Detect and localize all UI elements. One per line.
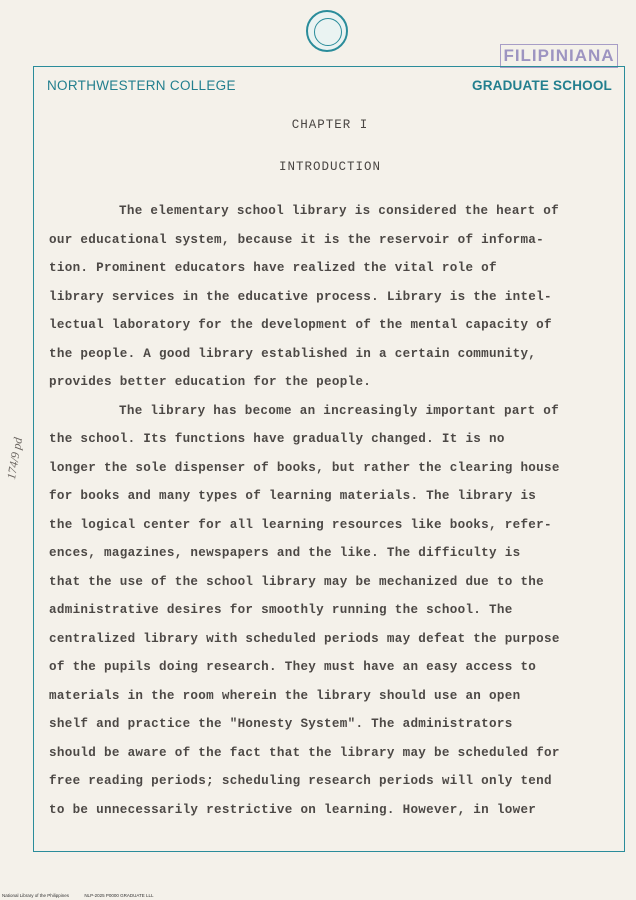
chapter-label: CHAPTER I xyxy=(291,118,369,132)
body-line: provides better education for the people. xyxy=(49,375,372,389)
body-line: ences, magazines, newspapers and the like. The difficulty is xyxy=(49,546,521,560)
body-line: of the pupils doing research. They must have an easy access to xyxy=(49,660,537,674)
body-line: to be unnecessarily restrictive on learning. However, in lower xyxy=(49,802,537,817)
header-college-name: NORTHWESTERN COLLEGE xyxy=(47,78,236,93)
body-line: free reading periods; scheduling research periods will only tend xyxy=(49,774,552,788)
handwritten-margin-note: 174/9 pd xyxy=(4,436,26,481)
body-line: for books and many types of learning materials. The library is xyxy=(49,489,537,503)
chapter-title: INTRODUCTION xyxy=(278,160,381,174)
footer-library-name: National Library of the Philippines xyxy=(2,893,70,898)
footer-record-id: NLP-2025 P0000 GRADUATE LLL xyxy=(84,893,154,898)
body-line: the people. A good library established in a certain community, xyxy=(49,346,537,361)
body-line: tion. Prominent educators have realized the vital role of xyxy=(49,261,497,275)
body-line: that the use of the school library may be mechanized due to the xyxy=(49,574,545,589)
body-line: materials in the room wherein the library should use an open xyxy=(49,688,521,703)
body-line: The library has become an increasingly important part of xyxy=(119,403,560,418)
body-line: The elementary school library is considered the heart of xyxy=(119,204,560,218)
body-line: the logical center for all learning resources like books, refer- xyxy=(49,517,552,532)
filipiniana-stamp: FILIPINIANA xyxy=(500,44,618,68)
body-line: lectual laboratory for the development of the mental capacity of xyxy=(49,318,552,332)
body-line: shelf and practice the "Honesty System". The administrators xyxy=(49,717,513,731)
body-line: library services in the educative process. Library is the intel- xyxy=(49,289,552,304)
body-line: administrative desires for smoothly running the school. The xyxy=(49,603,513,617)
college-seal-icon xyxy=(306,10,348,52)
header-school-name: GRADUATE SCHOOL xyxy=(472,78,612,93)
body-line: centralized library with scheduled periods may defeat the purpose xyxy=(49,631,560,646)
body-line: our educational system, because it is the reservoir of informa- xyxy=(49,232,545,247)
body-line: the school. Its functions have gradually changed. It is no xyxy=(49,432,505,446)
body-line: longer the sole dispenser of books, but rather the clearing house xyxy=(49,460,560,475)
body-line: should be aware of the fact that the library may be scheduled for xyxy=(49,745,560,760)
footer xyxy=(2,893,168,898)
